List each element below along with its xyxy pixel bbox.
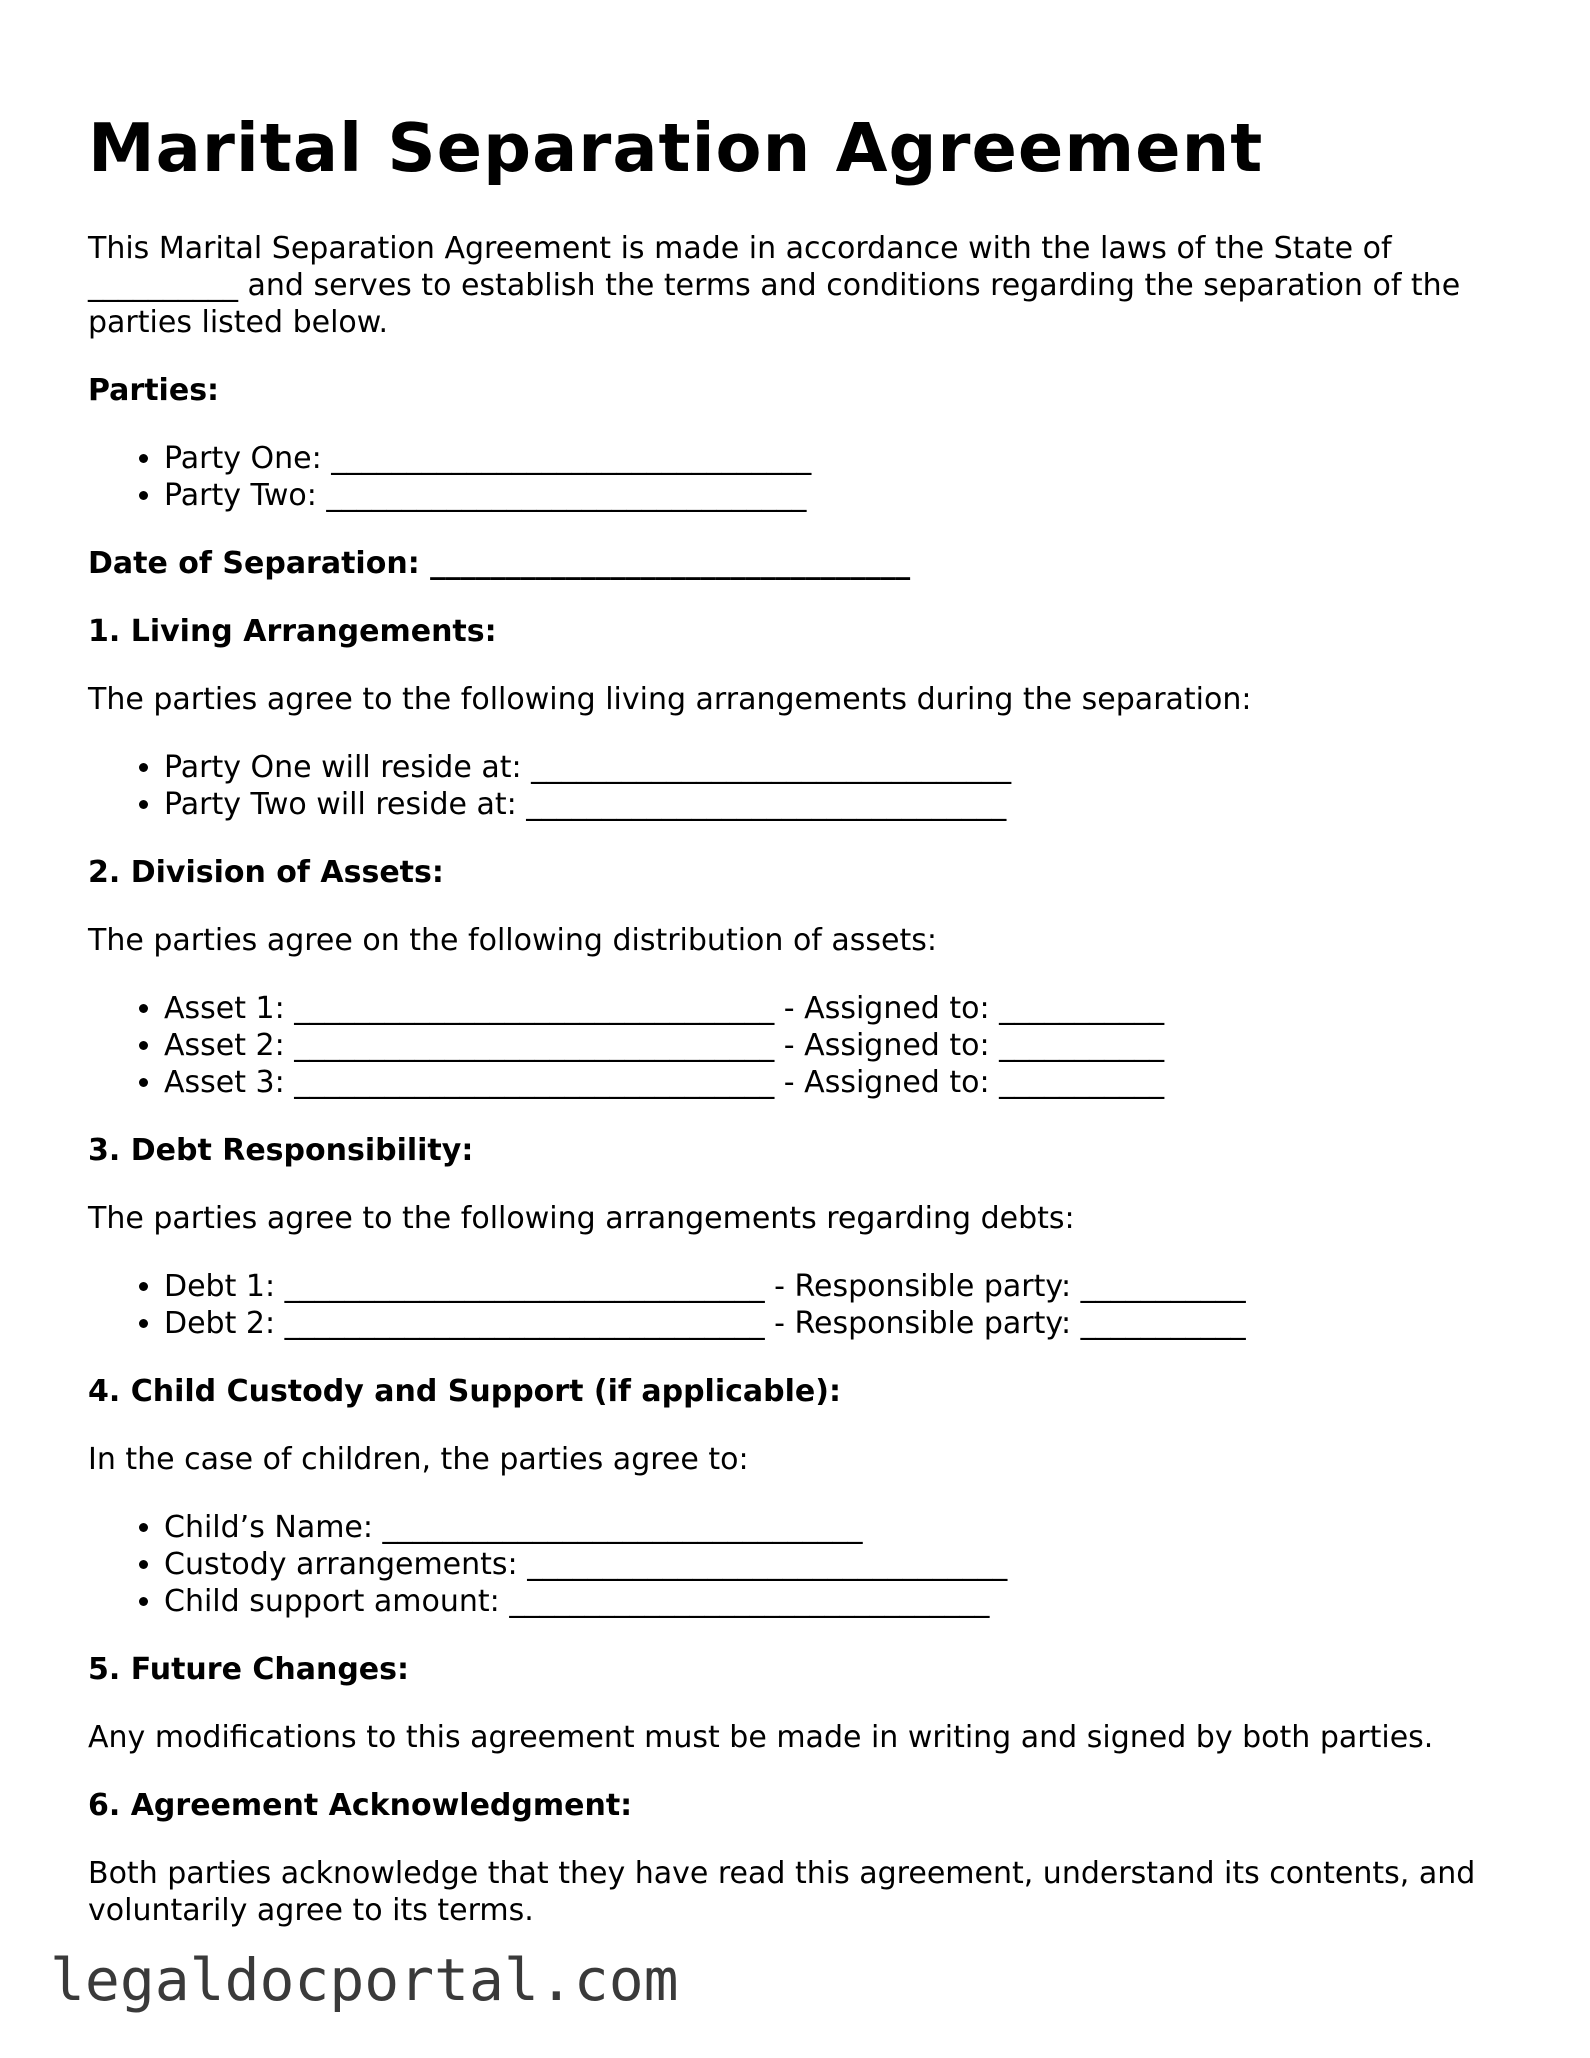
section-6-text: Both parties acknowledge that they have read this agreement, understand its contents, and voluntarily agree to its terms. <box>88 1856 1476 1928</box>
parties-heading: Parties: <box>88 373 220 408</box>
document-title: Marital Separation Agreement <box>88 109 1264 187</box>
list-item: • Party One will reside at: ________________________________ <box>164 749 1508 786</box>
list-item: • Child support amount: ________________________________ <box>164 1583 1508 1620</box>
intro-paragraph: This Marital Separation Agreement is made in accordance with the laws of the State of __________ and serves to establish the terms and conditions regarding the separation of the parties listed below. <box>88 231 1461 340</box>
section-1-text: The parties agree to the following living arrangements during the separation: <box>88 682 1252 717</box>
debts-list <box>88 1268 1508 1342</box>
assets-list <box>88 990 1508 1101</box>
list-item: • Custody arrangements: ________________________________ <box>164 1546 1508 1583</box>
section-3-text: The parties agree to the following arrangements regarding debts: <box>88 1201 1075 1236</box>
date-of-separation-blank: ________________________________ <box>430 546 911 581</box>
section-5-text: Any modifications to this agreement must be made in writing and signed by both parties. <box>88 1720 1434 1755</box>
section-3-heading: 3. Debt Responsibility: <box>88 1133 474 1168</box>
date-of-separation-line <box>88 545 1508 582</box>
section-4-text: In the case of children, the parties agree to: <box>88 1442 749 1477</box>
footer-watermark: legaldocportal.com <box>50 1946 679 2014</box>
list-item: • Asset 2: ________________________________ - Assigned to: ___________ <box>164 1027 1508 1064</box>
list-item: • Asset 1: ________________________________ - Assigned to: ___________ <box>164 990 1508 1027</box>
section-6-heading: 6. Agreement Acknowledgment: <box>88 1788 633 1823</box>
section-2-heading: 2. Division of Assets: <box>88 855 444 890</box>
section-5-heading: 5. Future Changes: <box>88 1652 410 1687</box>
living-arrangements-list <box>88 749 1508 823</box>
list-item: • Asset 3: ________________________________ - Assigned to: ___________ <box>164 1064 1508 1101</box>
parties-list <box>88 440 1508 514</box>
list-item: • Party Two will reside at: ________________________________ <box>164 786 1508 823</box>
child-custody-list <box>88 1509 1508 1620</box>
party-one-field: • Party One: ________________________________ <box>164 440 1508 477</box>
list-item: • Debt 1: ________________________________ - Responsible party: ___________ <box>164 1268 1508 1305</box>
date-of-separation-label: Date of Separation: <box>88 546 420 581</box>
section-4-heading: 4. Child Custody and Support (if applicable): <box>88 1374 841 1409</box>
section-1-heading: 1. Living Arrangements: <box>88 614 497 649</box>
list-item: • Child’s Name: ________________________________ <box>164 1509 1508 1546</box>
party-two-field: • Party Two: ________________________________ <box>164 477 1508 514</box>
list-item: • Debt 2: ________________________________ - Responsible party: ___________ <box>164 1305 1508 1342</box>
document-page <box>88 108 1508 1929</box>
section-2-text: The parties agree on the following distribution of assets: <box>88 923 937 958</box>
